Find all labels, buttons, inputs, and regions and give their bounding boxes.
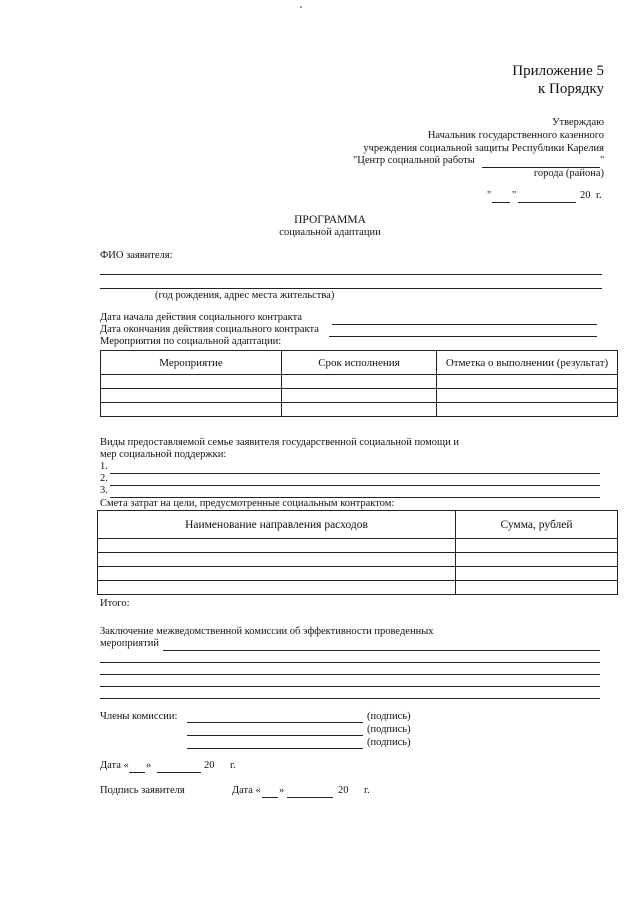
doc-title: ПРОГРАММА — [294, 214, 366, 226]
conclusion-blank-4[interactable] — [100, 686, 600, 687]
approve-day-blank[interactable] — [492, 202, 510, 203]
commission-sign-hint-1: (подпись) — [367, 711, 411, 722]
applicant-date-year: 20 — [338, 785, 349, 796]
applicant-day-blank[interactable] — [262, 797, 278, 798]
events-header-event: Мероприятие — [101, 351, 282, 375]
contract-end-label: Дата окончания действия социального контракта — [100, 324, 319, 335]
table-row — [98, 553, 618, 567]
events-header-result: Отметка о выполнении (результат) — [437, 351, 618, 375]
contract-start-blank[interactable] — [332, 324, 597, 325]
events-header-deadline: Срок исполнения — [282, 351, 437, 375]
aid-item-3: 3. — [100, 485, 108, 496]
budget-table — [97, 510, 618, 595]
approve-year-suffix: г. — [596, 190, 602, 201]
fio-hint: (год рождения, адрес места жительства) — [155, 290, 335, 301]
applicant-sign-label: Подпись заявителя — [100, 785, 185, 796]
commission-sign-hint-3: (подпись) — [367, 737, 411, 748]
conclusion-line1: Заключение межведомственной комиссии об эффективности проведенных — [100, 626, 434, 637]
approve-line3: "Центр социальной работы — [353, 155, 475, 166]
date-day-blank[interactable] — [129, 772, 145, 773]
applicant-date-middle: » — [279, 785, 285, 796]
applicant-date-suffix: г. — [364, 785, 370, 796]
date-prefix: Дата « — [100, 760, 129, 771]
aid-line2: мер социальной поддержки: — [100, 449, 227, 460]
approve-line1: Начальник государственного казенного — [427, 130, 604, 141]
contract-end-blank[interactable] — [329, 336, 597, 337]
aid-item-1: 1. — [100, 461, 108, 472]
table-row — [101, 375, 618, 389]
approve-month-blank[interactable] — [518, 202, 576, 203]
aid-line1: Виды предоставляемой семье заявителя государственной социальной помощи и — [100, 437, 459, 448]
approve-date-q1: " — [487, 190, 492, 201]
commission-sign-blank-1[interactable] — [187, 722, 363, 723]
conclusion-blank-5[interactable] — [100, 698, 600, 699]
date-year: 20 — [204, 760, 215, 771]
contract-start-label: Дата начала действия социального контракта — [100, 312, 302, 323]
budget-header-direction: Наименование направления расходов — [98, 511, 456, 539]
approve-line2: учреждения социальной защиты Республики Карелия — [363, 143, 604, 154]
aid-item-2: 2. — [100, 473, 108, 484]
approve-line4: города (района) — [533, 168, 604, 179]
budget-total: Итого: — [100, 598, 130, 609]
scan-speck — [300, 6, 302, 8]
aid-item-2-blank[interactable] — [110, 485, 600, 486]
table-row — [98, 581, 618, 595]
doc-subtitle: социальной адаптации — [279, 227, 381, 238]
appendix-number: Приложение 5 — [512, 63, 604, 79]
applicant-month-blank[interactable] — [287, 797, 333, 798]
date-suffix: г. — [230, 760, 236, 771]
approve-label: Утверждаю — [552, 117, 604, 128]
commission-sign-blank-3[interactable] — [187, 748, 363, 749]
commission-sign-hint-2: (подпись) — [367, 724, 411, 735]
fio-line-2[interactable] — [100, 288, 602, 289]
commission-label: Члены комиссии: — [100, 711, 178, 722]
approve-date-q2: " — [512, 190, 517, 201]
fio-line-1[interactable] — [100, 274, 602, 275]
aid-item-1-blank[interactable] — [110, 473, 600, 474]
date-middle: » — [146, 760, 152, 771]
events-label: Мероприятия по социальной адаптации: — [100, 336, 282, 347]
budget-header-sum: Сумма, рублей — [456, 511, 618, 539]
budget-label: Смета затрат на цели, предусмотренные социальным контрактом: — [100, 498, 395, 509]
table-row — [101, 389, 618, 403]
table-row — [98, 539, 618, 553]
table-row — [98, 567, 618, 581]
appendix-ref: к Порядку — [538, 81, 604, 97]
fio-label: ФИО заявителя: — [100, 250, 173, 261]
conclusion-blank-3[interactable] — [100, 674, 600, 675]
commission-sign-blank-2[interactable] — [187, 735, 363, 736]
approve-year: 20 — [580, 190, 591, 201]
approve-quote: " — [600, 155, 605, 166]
date-month-blank[interactable] — [157, 772, 201, 773]
conclusion-blank-2[interactable] — [100, 662, 600, 663]
events-table — [100, 350, 618, 417]
conclusion-blank-1[interactable] — [163, 650, 600, 651]
table-row — [101, 403, 618, 417]
applicant-date-prefix: Дата « — [232, 785, 261, 796]
conclusion-line2: мероприятий — [100, 638, 159, 649]
